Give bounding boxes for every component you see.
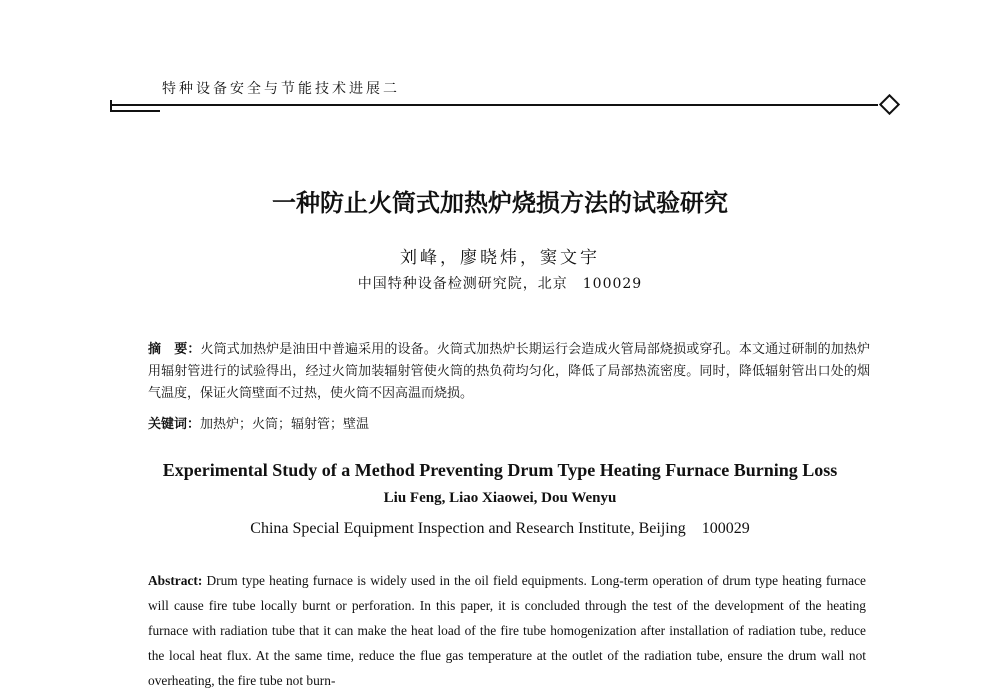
keywords-cn-label: 关键词：: [148, 417, 201, 432]
authors-cn: 刘峰，廖晓炜，窦文宇: [400, 248, 600, 268]
paper-title-cn: 一种防止火筒式加热炉烧损方法的试验研究: [272, 189, 728, 217]
running-header: 特种设备安全与节能技术进展二: [162, 81, 400, 97]
keywords-cn: [148, 413, 369, 432]
abstract-cn-label: 摘 要：: [148, 342, 201, 357]
header-bracket-decoration: [110, 100, 160, 112]
abstract-en: [148, 568, 866, 693]
abstract-cn-text: 火筒式加热炉是油田中普遍采用的设备。火筒式加热炉长期运行会造成火管局部烧损或穿孔。本文通过研制的加热炉用辐射管进行的试验得出，经过火筒加装辐射管使火筒的热负荷均匀化，降低了局部热流密度。同时，降低辐射管出口处的烟气温度，保证火筒壁面不过热，使火筒不因高温而烧损。: [148, 342, 870, 401]
header-rule: [110, 104, 878, 106]
abstract-en-text: Drum type heating furnace is widely used in the oil field equipments. Long-term operation of drum type heating furnace will cause fire tube locally burnt or perforation. In this paper, it is concluded through the test of the development of the heating furnace with radiation tube that it can make the heat load of the fire tube homogenization after installation of radiation tube, reduce the local heat flux. At the same time, reduce the flue gas temperature at the outlet of the radiation tube, ensure the drum wall not overheating, the fire tube not burn-: [148, 573, 866, 688]
paper-title-en: Experimental Study of a Method Preventing Drum Type Heating Furnace Burning Loss: [162, 460, 838, 480]
abstract-en-label: Abstract:: [148, 573, 203, 588]
abstract-cn: [148, 339, 870, 405]
keywords-cn-text: 加热炉；火筒；辐射管；壁温: [200, 417, 370, 432]
diamond-icon: [879, 94, 900, 115]
affiliation-cn: 中国特种设备检测研究院，北京 100029: [357, 276, 643, 292]
authors-en: Liu Feng, Liao Xiaowei, Dou Wenyu: [383, 490, 617, 506]
affiliation-en: China Special Equipment Inspection and Research Institute, Beijing 100029: [250, 520, 750, 537]
